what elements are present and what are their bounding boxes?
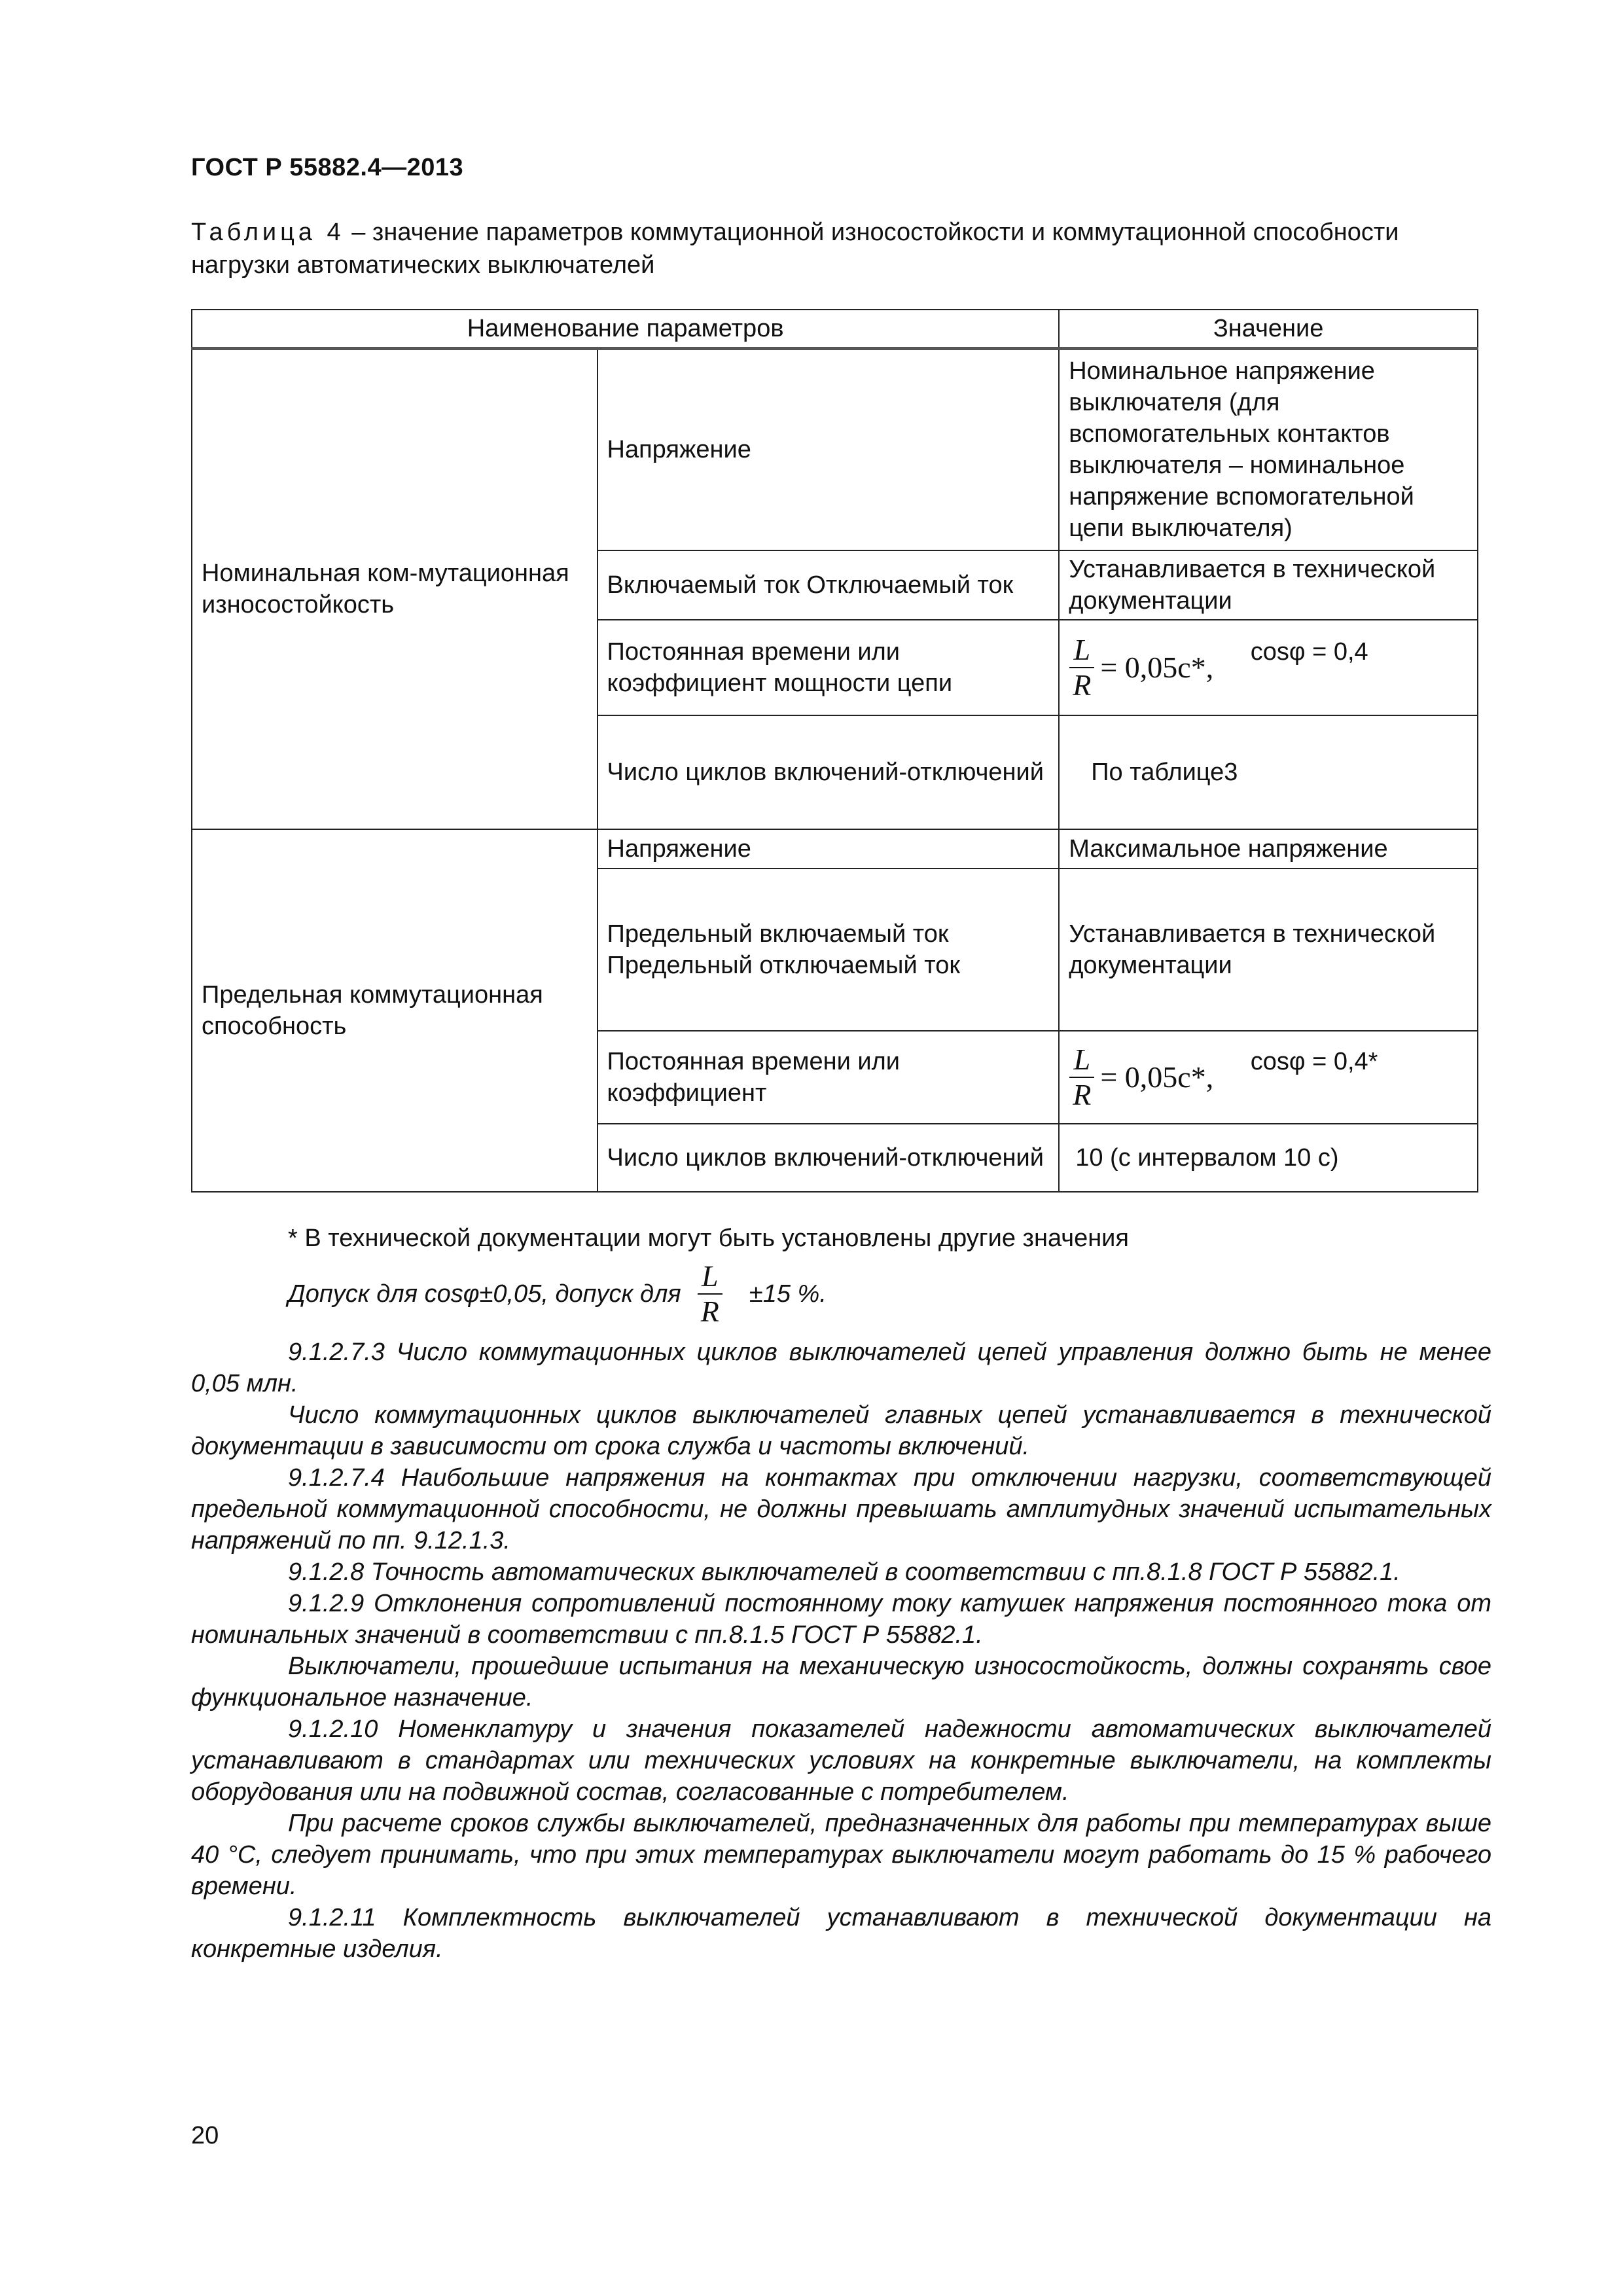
paragraph: 9.1.2.9 Отклонения сопротивлений постоянному току катушек напряжения постоянного тока от номинальных значений в соответствии с пп.8.1.5 ГОСТ Р 55882.1. (191, 1590, 1491, 1649)
value-cell: По таблице3 (1059, 715, 1478, 829)
time-constant-formula (1069, 1043, 1217, 1112)
value-cell-formula (1059, 620, 1478, 715)
body-text (191, 1336, 1491, 1965)
paragraph: Число коммутационных циклов выключателей главных цепей устанавливается в технической документации в зависимости от срока служба и частоты включений. (191, 1401, 1491, 1460)
fraction-denominator: R (1073, 1077, 1092, 1111)
formula-rest: = 0,05с*, (1100, 1060, 1214, 1094)
table-notes (191, 1223, 1493, 1329)
paragraph: 9.1.2.10 Номенклатуру и значения показателей надежности автоматических выключателей устанавливают в стандартах или технических условиях на конкретные выключатели, на комплекты оборудования или на подвижной состав, согласованные с потребителем. (191, 1715, 1491, 1806)
value-cell: Устанавливается в технической документации (1059, 869, 1478, 1031)
paragraph: При расчете сроков службы выключателей, предназначенных для работы при температурах выше 40 °С, следует принимать, что при этих температурах выключатели могут работать до 15 % рабочего времени. (191, 1810, 1491, 1900)
tolerance-prefix: Допуск для cosφ±0,05, допуск для (288, 1280, 681, 1308)
time-constant-formula (1069, 633, 1217, 702)
paragraph: 9.1.2.7.3 Число коммутационных циклов выключателей цепей управления должно быть не менее 0,05 млн. (191, 1338, 1491, 1397)
value-cell: 10 (с интервалом 10 с) (1059, 1124, 1478, 1192)
paragraph: 9.1.2.11 Комплектность выключателей устанавливают в технической документации на конкретные изделия. (191, 1904, 1491, 1963)
value-cell: Устанавливается в технической документации (1059, 550, 1478, 620)
fraction-denominator: R (700, 1295, 719, 1328)
fraction (1069, 633, 1095, 702)
value-cell-formula (1059, 1031, 1478, 1124)
tolerance-fraction (697, 1259, 723, 1329)
param-cell: Напряжение (597, 349, 1060, 550)
param-cell: Предельный включаемый ток Предельный отключаемый ток (597, 869, 1060, 1031)
footnote: * В технической документации могут быть установлены другие значения (288, 1225, 1129, 1252)
value-cell: Номинальное напряжение выключателя (для вспомогательных контактов выключателя – номинальное напряжение вспомогательной цепи выключателя) (1059, 349, 1478, 550)
value-cell: Максимальное напряжение (1059, 829, 1478, 869)
param-cell: Число циклов включений-отключений (597, 1124, 1060, 1192)
fraction-numerator: L (698, 1259, 722, 1295)
power-factor-value: cosφ = 0,4 (1250, 637, 1368, 666)
param-cell: Постоянная времени или коэффициент мощности цепи (597, 620, 1060, 715)
table-caption (191, 216, 1493, 281)
table-row (192, 349, 1478, 550)
table-row (192, 829, 1478, 869)
param-cell: Напряжение (597, 829, 1060, 869)
param-cell: Число циклов включений-отключений (597, 715, 1060, 829)
document-header: ГОСТ Р 55882.4—2013 (191, 154, 464, 181)
table-caption-text: – значение параметров коммутационной износостойкости и коммутационной способности нагрузки автоматических выключателей (191, 219, 1399, 279)
fraction-denominator: R (1073, 668, 1092, 702)
header-parameter-name: Наименование параметров (192, 310, 1059, 349)
table-caption-label: Таблица 4 (191, 219, 345, 246)
paragraph: 9.1.2.7.4 Наибольшие напряжения на контактах при отключении нагрузки, соответствующей предельной коммутационной способности, не должны превышать амплитудных значений испытательных напряжений по пп. 9.12.1.3. (191, 1464, 1491, 1554)
tolerance-suffix: ±15 %. (749, 1280, 827, 1308)
power-factor-value: cosφ = 0,4* (1250, 1047, 1378, 1075)
fraction-numerator: L (1069, 1043, 1094, 1078)
group-name-rated-switching-endurance: Номинальная ком-мутационная износостойкость (192, 349, 597, 829)
formula-rest: = 0,05с*, (1100, 650, 1214, 684)
group-name-limit-switching-capacity: Предельная коммутационная способность (192, 829, 597, 1192)
header-value: Значение (1059, 310, 1478, 349)
paragraph: Выключатели, прошедшие испытания на механическую износостойкость, должны сохранять свое функциональное назначение. (191, 1653, 1491, 1712)
page-number: 20 (191, 2122, 219, 2149)
param-cell: Включаемый ток Отключаемый ток (597, 550, 1060, 620)
fraction (1069, 1043, 1095, 1112)
table-header-row (192, 310, 1478, 349)
param-cell: Постоянная времени или коэффициент (597, 1031, 1060, 1124)
tolerance-note (191, 1259, 1493, 1329)
fraction-numerator: L (1069, 633, 1094, 668)
paragraph: 9.1.2.8 Точность автоматических выключателей в соответствии с пп.8.1.8 ГОСТ Р 55882.1. (288, 1558, 1400, 1586)
parameters-table (191, 309, 1478, 1193)
